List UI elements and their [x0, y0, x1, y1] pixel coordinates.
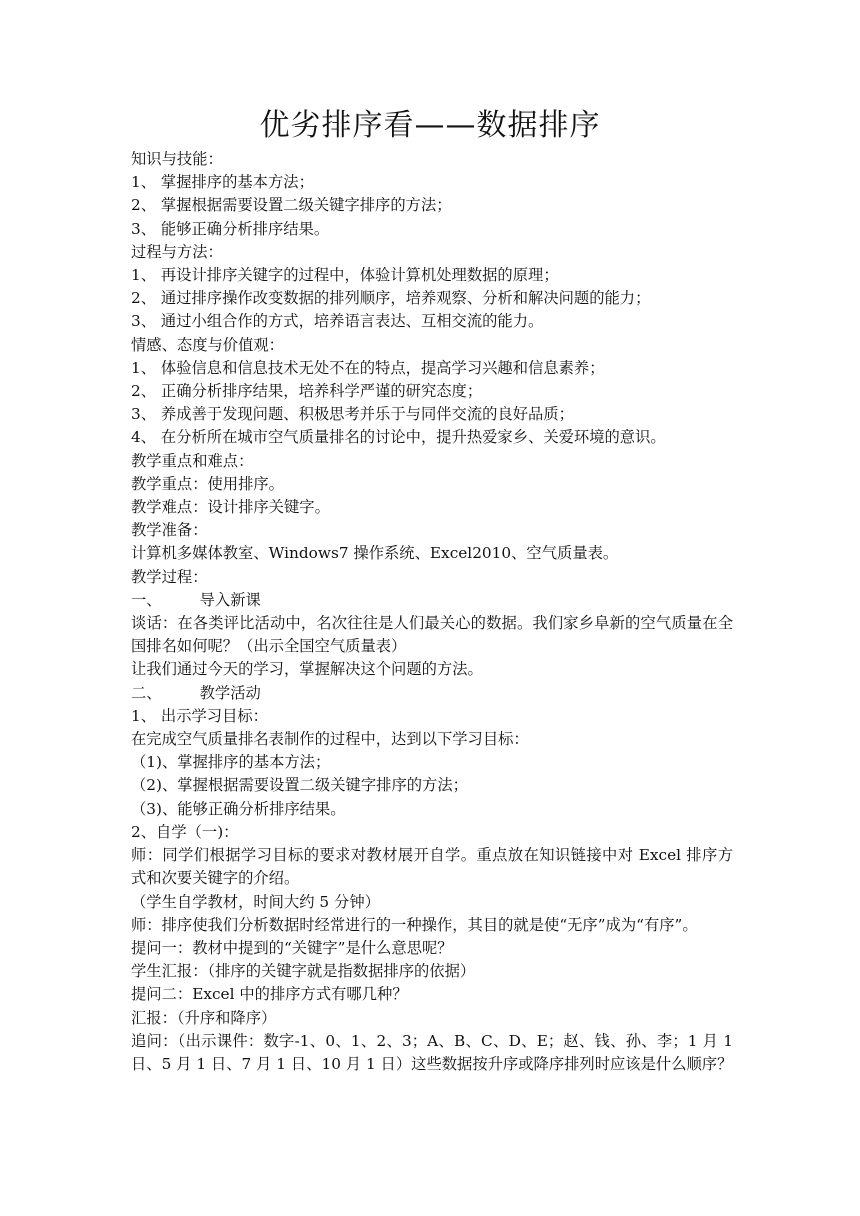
- list-item: 3、 养成善于发现问题、积极思考并乐于与同伴交流的良好品质；: [131, 405, 574, 424]
- paragraph: 让我们通过今天的学习，掌握解决这个问题的方法。: [131, 660, 483, 679]
- list-item: 2、 正确分析排序结果，培养科学严谨的研究态度；: [131, 382, 483, 401]
- paragraph: 汇报：（升序和降序）: [131, 1008, 277, 1027]
- document-title: 优劣排序看——数据排序: [259, 108, 601, 143]
- list-item: 1、 掌握排序的基本方法；: [131, 173, 314, 192]
- heading-number: 一、: [131, 590, 162, 609]
- paragraph: 提问二：Excel 中的排序方式有哪几种？: [131, 985, 408, 1004]
- document-body: [131, 148, 733, 1076]
- list-item: （3)、能够正确分析排序结果。: [131, 799, 346, 818]
- list-item: 2、 掌握根据需要设置二级关键字排序的方法；: [131, 196, 452, 215]
- list-item: 3、 能够正确分析排序结果。: [131, 219, 330, 238]
- numbered-heading: [131, 589, 733, 612]
- paragraph: 在完成空气质量排名表制作的过程中，达到以下学习目标：: [131, 730, 529, 749]
- paragraph: 提问一：教材中提到的“关键字”是什么意思呢？: [131, 938, 453, 957]
- section-heading: 教学准备：: [131, 521, 208, 540]
- paragraph: 计算机多媒体教室、Windows7 操作系统、Excel2010、空气质量表。: [131, 544, 619, 563]
- paragraph: 教学重点：使用排序。: [131, 474, 284, 493]
- list-item: 1、 体验信息和信息技术无处不在的特点，提高学习兴趣和信息素养；: [131, 358, 605, 377]
- list-item: 4、 在分析所在城市空气质量排名的讨论中，提升热爱家乡、关爱环境的意识。: [131, 428, 666, 447]
- paragraph: 谈话：在各类评比活动中，名次往往是人们最关心的数据。我们家乡阜新的空气质量在全国排名如何呢？（出示全国空气质量表）: [131, 614, 733, 656]
- section-heading: 过程与方法：: [131, 242, 223, 261]
- paragraph: （学生自学教材，时间大约 5 分钟）: [131, 892, 380, 911]
- numbered-heading: [131, 682, 733, 705]
- list-item: 1、 出示学习目标：: [131, 706, 268, 725]
- list-item: 2、 通过排序操作改变数据的排列顺序，培养观察、分析和解决问题的能力；: [131, 289, 651, 308]
- paragraph: 师：同学们根据学习目标的要求对教材展开自学。重点放在知识链接中对 Excel 排序方式和次要关键字的介绍。: [131, 846, 733, 888]
- heading-text: 导入新课: [199, 590, 261, 609]
- paragraph: 师：排序使我们分析数据时经常进行的一种操作，其目的就是使“无序”成为“有序”。: [131, 915, 698, 934]
- paragraph: 追问：（出示课件：数字-1、0、1、2、3；A、B、C、D、E；赵、钱、孙、李；1 月 1 日、5 月 1 日、7 月 1 日、10 月 1 日）这些数据按升序或降序排列时应该是什么顺序？: [131, 1031, 733, 1073]
- heading-text: 教学活动: [199, 683, 261, 702]
- paragraph: 教学难点：设计排序关键字。: [131, 498, 330, 517]
- list-item: （2)、掌握根据需要设置二级关键字排序的方法；: [131, 776, 468, 795]
- section-heading: 情感、态度与价值观：: [131, 335, 284, 354]
- section-heading: 知识与技能：: [131, 150, 223, 168]
- section-heading: 教学过程：: [131, 567, 208, 586]
- list-item: 1、 再设计排序关键字的过程中，体验计算机处理数据的原理；: [131, 266, 559, 285]
- heading-number: 二、: [131, 683, 162, 702]
- paragraph: 学生汇报：（排序的关键字就是指数据排序的依据）: [131, 962, 476, 981]
- section-heading: 教学重点和难点：: [131, 451, 254, 470]
- list-item: 3、 通过小组合作的方式，培养语言表达、互相交流的能力。: [131, 312, 544, 331]
- list-item: （1)、掌握排序的基本方法；: [131, 753, 331, 772]
- list-item: 2、自学（一)：: [131, 822, 239, 841]
